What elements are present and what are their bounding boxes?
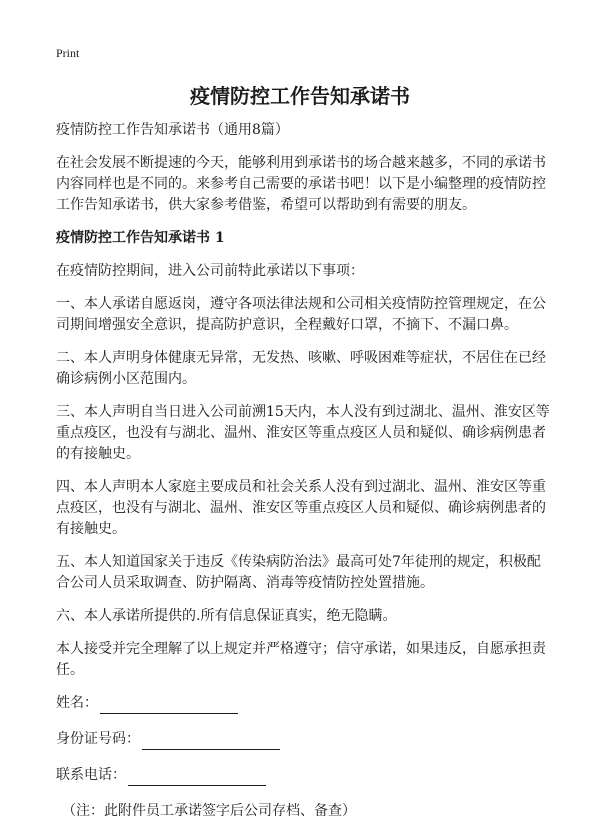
- print-link[interactable]: Print: [56, 46, 80, 60]
- section-heading: 疫情防控工作告知承诺书 1: [56, 230, 225, 246]
- phone-label: 联系电话：: [56, 767, 126, 783]
- name-blank-line: [100, 697, 238, 714]
- commitment-item-1: 一、本人承诺自愿返岗，遵守各项法律法规和公司相关疫情防控管理规定，在公司期间增强安全意识，提高防护意识，全程戴好口罩，不摘下、不漏口鼻。: [56, 296, 546, 333]
- commitment-item-3: 三、本人声明自当日进入公司前溯15天内，本人没有到过湖北、温州、淮安区等重点疫区，也没有与湖北、温州、淮安区等重点疫区人员和疑似、确诊病例患者的有接触史。: [56, 404, 550, 462]
- document-subtitle: 疫情防控工作告知承诺书（通用8篇）: [56, 122, 289, 138]
- document-body: [56, 120, 550, 834]
- intro-paragraph: 在社会发展不断提速的今天，能够利用到承诺书的场合越来越多，不同的承诺书内容同样也是不同的。来参考自己需要的承诺书吧！以下是小编整理的疫情防控工作告知承诺书，供大家参考借鉴，希望可以帮助到有需要的朋友。: [56, 155, 546, 213]
- phone-blank-line: [128, 769, 266, 786]
- lead-paragraph: 在疫情防控期间，进入公司前特此承诺以下事项：: [56, 263, 364, 279]
- id-number-blank-line: [142, 733, 280, 750]
- commitment-item-6: 六、本人承诺所提供的.所有信息保证真实，绝无隐瞒。: [56, 608, 397, 624]
- id-number-label: 身份证号码：: [56, 731, 140, 747]
- name-label: 姓名：: [56, 695, 98, 711]
- name-field: [56, 693, 550, 714]
- commitment-item-4: 四、本人声明本人家庭主要成员和社会关系人没有到过湖北、温州、淮安区等重点疫区，也没有与湖北、温州、淮安区等重点疫区人员和疑似、确诊病例患者的有接触史。: [56, 479, 546, 537]
- id-number-field: [56, 729, 550, 750]
- closing-paragraph: 本人接受并完全理解了以上规定并严格遵守；信守承诺，如果违反，自愿承担责任。: [56, 641, 546, 678]
- commitment-item-5: 五、本人知道国家关于违反《传染病防治法》最高可处7年徒刑的规定，积极配合公司人员采取调查、防护隔离、消毒等疫情防控处置措施。: [56, 554, 541, 591]
- document-title: 疫情防控工作告知承诺书: [190, 84, 410, 108]
- phone-field: [56, 765, 550, 786]
- commitment-item-2: 二、本人声明身体健康无异常，无发热、咳嗽、呼吸困难等症状，不居住在已经确诊病例小区范围内。: [56, 350, 546, 387]
- footnote: （注：此附件员工承诺签字后公司存档、备查）: [62, 803, 356, 819]
